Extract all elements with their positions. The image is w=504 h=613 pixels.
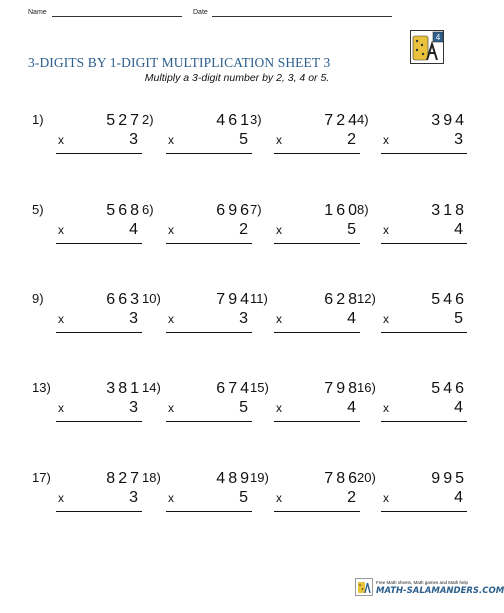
name-line[interactable] (52, 16, 182, 17)
answer-line[interactable] (274, 153, 360, 154)
problem-number: 6) (142, 202, 154, 217)
problem-number: 1) (32, 112, 44, 127)
problem-11 (250, 291, 360, 351)
problem-number: 10) (142, 291, 161, 306)
answer-line[interactable] (274, 421, 360, 422)
name-label: Name (28, 9, 47, 16)
problem-2 (142, 112, 252, 172)
multiplicand: 160 (324, 202, 360, 219)
date-field (193, 9, 208, 16)
times-sign: x (276, 312, 282, 326)
problem-number: 8) (357, 202, 369, 217)
problem-8 (357, 202, 467, 262)
problem-number: 5) (32, 202, 44, 217)
multiplicand: 568 (106, 202, 142, 219)
multiplier: 3 (239, 310, 248, 327)
times-sign: x (168, 401, 174, 415)
problem-number: 9) (32, 291, 44, 306)
multiplicand: 724 (324, 112, 360, 129)
multiplicand: 318 (431, 202, 467, 219)
problem-number: 2) (142, 112, 154, 127)
problem-15 (250, 380, 360, 440)
problem-9 (32, 291, 142, 351)
multiplicand: 663 (106, 291, 142, 308)
times-sign: x (168, 491, 174, 505)
answer-line[interactable] (274, 511, 360, 512)
answer-line[interactable] (274, 243, 360, 244)
multiplicand: 527 (106, 112, 142, 129)
multiplicand: 995 (431, 470, 467, 487)
problem-number: 16) (357, 380, 376, 395)
problem-12 (357, 291, 467, 351)
multiplier: 4 (454, 399, 463, 416)
multiplicand: 696 (216, 202, 252, 219)
problem-number: 20) (357, 470, 376, 485)
times-sign: x (383, 133, 389, 147)
answer-line[interactable] (56, 511, 142, 512)
problem-number: 4) (357, 112, 369, 127)
answer-line[interactable] (381, 332, 467, 333)
logo-badge-number: 4 (435, 33, 441, 42)
times-sign: x (383, 312, 389, 326)
footer-salamander-icon (355, 578, 373, 596)
multiplier: 4 (454, 221, 463, 238)
multiplicand: 827 (106, 470, 142, 487)
problem-number: 19) (250, 470, 269, 485)
problem-4 (357, 112, 467, 172)
answer-line[interactable] (274, 332, 360, 333)
times-sign: x (58, 223, 64, 237)
problem-number: 12) (357, 291, 376, 306)
answer-line[interactable] (166, 153, 252, 154)
footer-tagline[interactable]: Free Math sheets, Math games and Math help (376, 580, 469, 585)
name-field (28, 9, 47, 16)
multiplier: 2 (347, 131, 356, 148)
problem-number: 11) (250, 291, 268, 306)
problem-number: 18) (142, 470, 161, 485)
times-sign: x (58, 491, 64, 505)
answer-line[interactable] (381, 243, 467, 244)
date-line[interactable] (212, 16, 392, 17)
problem-18 (142, 470, 252, 530)
multiplier: 2 (239, 221, 248, 238)
multiplier: 3 (129, 399, 138, 416)
problem-number: 7) (250, 202, 262, 217)
multiplicand: 546 (431, 380, 467, 397)
footer-brand-link[interactable]: MATH-SALAMANDERS.COM (376, 586, 504, 596)
multiplier: 3 (454, 131, 463, 148)
multiplier: 5 (239, 399, 248, 416)
multiplicand: 786 (324, 470, 360, 487)
multiplicand: 628 (324, 291, 360, 308)
problem-1 (32, 112, 142, 172)
answer-line[interactable] (56, 421, 142, 422)
multiplier: 4 (347, 399, 356, 416)
times-sign: x (168, 223, 174, 237)
problem-17 (32, 470, 142, 530)
answer-line[interactable] (166, 243, 252, 244)
times-sign: x (168, 312, 174, 326)
footer (376, 580, 504, 596)
times-sign: x (276, 491, 282, 505)
answer-line[interactable] (166, 332, 252, 333)
date-label: Date (193, 9, 208, 16)
multiplier: 3 (129, 310, 138, 327)
problem-number: 13) (32, 380, 51, 395)
answer-line[interactable] (381, 511, 467, 512)
multiplicand: 489 (216, 470, 252, 487)
multiplier: 5 (347, 221, 356, 238)
times-sign: x (58, 401, 64, 415)
multiplicand: 381 (106, 380, 142, 397)
problem-10 (142, 291, 252, 351)
answer-line[interactable] (56, 153, 142, 154)
problem-13 (32, 380, 142, 440)
times-sign: x (276, 133, 282, 147)
problem-19 (250, 470, 360, 530)
problem-14 (142, 380, 252, 440)
answer-line[interactable] (56, 243, 142, 244)
multiplicand: 794 (216, 291, 252, 308)
problem-number: 15) (250, 380, 269, 395)
times-sign: x (168, 133, 174, 147)
multiplier: 3 (129, 489, 138, 506)
answer-line[interactable] (381, 421, 467, 422)
answer-line[interactable] (166, 511, 252, 512)
math-salamanders-logo (410, 30, 444, 64)
instructions: Multiply a 3-digit number by 2, 3, 4 or 5. (144, 72, 330, 84)
multiplicand: 461 (216, 112, 252, 129)
multiplier: 5 (239, 489, 248, 506)
multiplier: 2 (347, 489, 356, 506)
times-sign: x (276, 223, 282, 237)
times-sign: x (383, 401, 389, 415)
multiplier: 5 (454, 310, 463, 327)
multiplicand: 546 (431, 291, 467, 308)
answer-line[interactable] (56, 332, 142, 333)
times-sign: x (383, 491, 389, 505)
times-sign: x (383, 223, 389, 237)
multiplicand: 674 (216, 380, 252, 397)
problem-7 (250, 202, 360, 262)
problem-16 (357, 380, 467, 440)
problem-number: 17) (32, 470, 51, 485)
problem-3 (250, 112, 360, 172)
page-title: 3-DIGITS BY 1-DIGIT MULTIPLICATION SHEET 3 (28, 55, 331, 70)
multiplicand: 394 (431, 112, 467, 129)
problem-20 (357, 470, 467, 530)
multiplier: 4 (454, 489, 463, 506)
problem-number: 14) (142, 380, 161, 395)
answer-line[interactable] (381, 153, 467, 154)
problem-number: 3) (250, 112, 262, 127)
multiplicand: 798 (324, 380, 360, 397)
multiplier: 4 (347, 310, 356, 327)
times-sign: x (58, 312, 64, 326)
problem-5 (32, 202, 142, 262)
answer-line[interactable] (166, 421, 252, 422)
multiplier: 3 (129, 131, 138, 148)
problem-6 (142, 202, 252, 262)
multiplier: 5 (239, 131, 248, 148)
multiplier: 4 (129, 221, 138, 238)
times-sign: x (58, 133, 64, 147)
times-sign: x (276, 401, 282, 415)
